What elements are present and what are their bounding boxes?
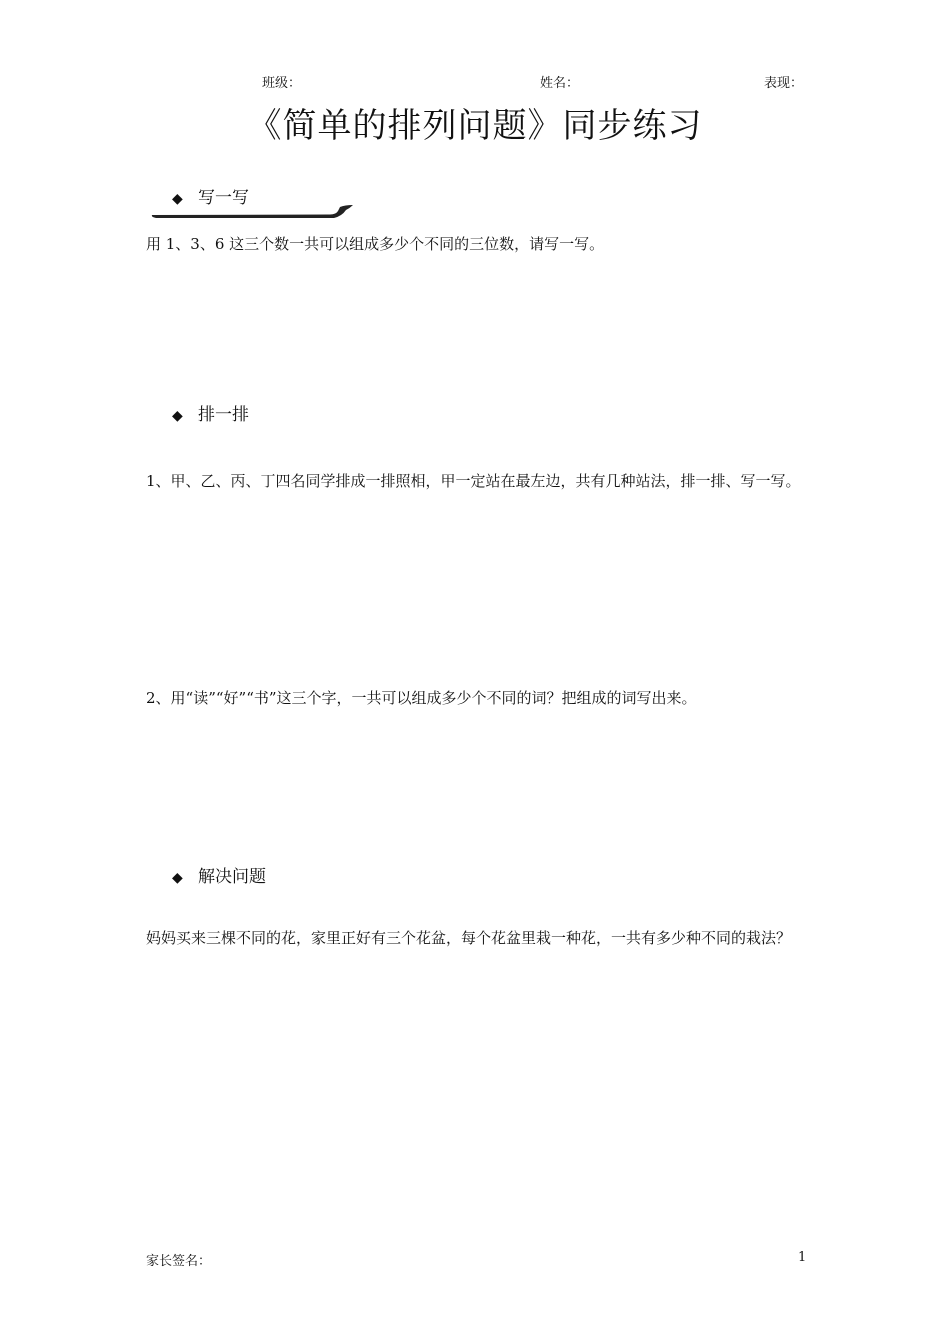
- diamond-bullet-icon: ◆: [172, 408, 183, 424]
- footer-page-number: 1: [798, 1250, 807, 1265]
- question-text: 妈妈买来三棵不同的花，家里正好有三个花盆，每个花盆里栽一种花，一共有多少种不同的栽法？: [146, 929, 792, 947]
- question-text: 用 1、3、6 这三个数一共可以组成多少个不同的三位数，请写一写。: [146, 235, 605, 253]
- section-heading-arrange: [172, 400, 249, 425]
- section-heading-text: 写一写: [198, 188, 249, 208]
- brush-underline-decoration: [150, 204, 355, 220]
- question-text: 1、甲、乙、丙、丁四名同学排成一排照相，甲一定站在最左边，共有几种站法，排一排、写一写。: [146, 472, 801, 490]
- section-heading-text: 解决问题: [198, 867, 266, 887]
- section-heading-text: 排一排: [198, 405, 249, 425]
- header-performance-label: 表现：: [764, 76, 804, 91]
- header-name-label: 姓名：: [540, 76, 580, 91]
- section-heading-solve: [172, 862, 266, 887]
- diamond-bullet-icon: ◆: [172, 191, 183, 207]
- diamond-bullet-icon: ◆: [172, 870, 183, 886]
- header-class-label: 班级：: [262, 76, 302, 91]
- question-text: 2、用“读”“好”“书”这三个字，一共可以组成多少个不同的词？把组成的词写出来。: [146, 689, 697, 707]
- page-title: 《简单的排列问题》同步练习: [247, 106, 703, 146]
- footer-parent-signature-label: 家长签名：: [146, 1254, 212, 1269]
